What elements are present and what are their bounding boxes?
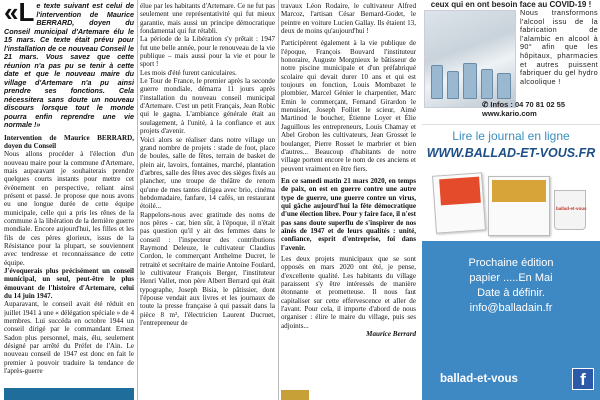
ad-top-title: ceux qui en ont besoin face au COVID-19 !	[430, 0, 592, 9]
bottom-ad-strip	[281, 390, 416, 400]
ad-contact	[482, 100, 565, 118]
column-divider	[137, 0, 138, 400]
ad-description: Nous transformons l'alcool issu de la fabrication de l'alambic en alcool à 90° afin que les hôpitaux, pharmacies et autres puissent fabriquer du gel hydro alcoolique !	[520, 8, 598, 86]
panel-line: Prochaine édition	[468, 257, 554, 269]
paragraph: Les mois d'été furent caniculaires.	[140, 68, 237, 77]
paragraph-bold: En ce samedi matin 21 mars 2020, en temps de paix, on est en guerre contre une autre type de guerre, une guerre contre un virus, qui gâche aujourd'hui la fête démocratique d'une élection libre. Pour y faire face, il n'est pas sans doute superflu de s'inspirer de nos aînés de 1947 et de leurs qualités : unité, confiance, esprit d'entreprise, foi dans l'avenir.	[281, 176, 416, 252]
signature: Maurice Berrard	[366, 330, 416, 339]
mug-label: ballad-et-vous	[556, 206, 587, 211]
article-column-1	[4, 2, 134, 400]
bottle-icon	[463, 63, 477, 99]
brand-name: ballad-et-vous	[440, 373, 518, 385]
paragraph: Nous allons procéder à l'élection d'un nouveau maire pour la commune d'Artemare, mais auparavant je souhaiterais prendre quelques courts instants pour mettre cet événement en perspective, reliant ainsi présent et passé. Je propose que nous avons eu une longue durée de cette équipe municipale, celle qui a pris les rênes de la commune à la libération de la dernière guerre mondiale. Encore aujourd'hui, les filles et les fils de ces pères glorieux, issus de la Résistance pour la plupart, se souviennent avec tendresse et reconnaissance de cette équipe.	[4, 150, 134, 267]
ad-website[interactable]: www.kario.com	[482, 109, 537, 118]
drop-cap: «L	[4, 2, 35, 27]
bottle-icon	[481, 69, 493, 99]
panel-line: Date à définir.	[477, 287, 545, 299]
paragraph: Voici alors se réaliser dans notre village un grand nombre de projets : stade de foot, place de boules, salle de fêtes, terrain de basket de plein air, lavoirs, fontaines, marché, plantation d'arbres, salle des fêtes avec des sièges fixés au plancher, une troupe de théâtre de renom qu'une de mes tantes dirigea avec brio, cinéma hebdomadaire, fanfare, 14 cafés, un restaurant étoilé...	[140, 135, 275, 211]
facebook-icon[interactable]: f	[572, 368, 594, 390]
paragraph: Auparavant, le conseil avait été réduit en juillet 1941 à une « délégation spéciale » de 4 membres. Lui succéda en octobre 1944 un conseil dirigé par le commandant Ernest Sadon plus personnel, mais, élu, seulement désigné par arrêté du Préfet de l'Ain. Le nouveau conseil de 1947 est donc en fait le premier à pouvoir traduire la tendance de l'après-guerre	[4, 300, 134, 376]
divider	[422, 124, 600, 125]
website-link[interactable]: WWW.BALLAD-ET-VOUS.FR	[426, 146, 596, 160]
bottle-icon	[447, 71, 459, 99]
bottle-icon	[431, 65, 443, 99]
paragraph: Rappelons-nous avec gratitude des noms de nos pères - car, bien sûr, à l'époque, il n'était pas question qu'il y ait des femmes dans le conseil : l'inspecteur des contributions Raymond Deleuze, le cultivateur Claudius Cordon, le commerçant Anthelme Ducret, le retraité et secrétaire de mairie Antoine Foulard, le cultivateur François Berger, l'instituteur Henri Vallet, mon père Albert Berrard qui était typographe, Joseph Bisia, le pâtissier, dont l'épouse vendait aux livres et les journaux de toute la presse française à qui passait dans la pièce 8 m², l'électricien Laurent Ducruet, l'entrepreneur de	[140, 210, 275, 328]
read-online-label: Lire le journal en ligne	[452, 129, 570, 143]
paragraph: Le Tour de France, le premier après la seconde guerre mondiale, démarra 11 jours après l'installation du nouveau conseil municipal d'Artemare. C'est un petit Français, Jean Robic qui le gagna. L'ambiance générale était au soulagement, à l'unité, à la confiance et aux projets d'avenir.	[140, 77, 275, 136]
bottle-icon	[497, 73, 511, 99]
next-edition-panel	[422, 241, 600, 400]
paragraph: Les deux projets municipaux que se sont opposés en mars 2020 ont été, je pense, d'excellente qualité. Les habitants du village paraissent s'y être intéressés de manière étonnante et prometteuse. Il nous faut capitaliser sur cette effervescence et aller de l'avant. Pour cela, il importe d'abord de nous organiser : élire le maire du village, puis ses adjoints...	[281, 254, 416, 330]
bottom-color-bar	[4, 388, 134, 400]
article-column-2	[140, 2, 275, 400]
bottles-photo	[424, 10, 516, 108]
panel-line: papier .....En Mai	[469, 272, 553, 284]
article-heading: Intervention de Maurice BERRARD, doyen du Conseil	[4, 133, 134, 150]
magazine-mockup-image	[430, 168, 594, 238]
paragraph-bold: J'évoquerais plus précisément un conseil municipal, un seul, peut-être le plus émouvant de l'histoire d'Artemare, celui du 14 juin 1947.	[4, 267, 134, 301]
ad-phone: ✆ Infos : 04 70 81 02 55	[482, 100, 565, 109]
column-divider	[278, 0, 279, 400]
paragraph: La période de la Libération s'y prêtait : 1947 fut une belle année, pour le renouveau de la vie publique – mais aussi pour la vie et pour le sport !	[140, 35, 275, 69]
paragraph: Participèrent également à la vie publique de l'époque, François Bouvard l'instituteur honoraire, Auguste Morgnieux le bâtisseur de notre piscine municipale et d'un préfabriqué scolaire qui devait durer 10 ans et qui est toujours en fonction, Louis Mombazet le plombier, Marcel Génier le charpentier, Marc Emin le commerçant, Fernand Girardon le menuisier, Joseph Folliet le scieur, Aimé Martinod le boucher, Étienne Loyer et Élie Jaguillous les entrepreneurs, Louis Chamay et Abel Grobon les cultivateurs, Jean Grosset le boulanger, Pierre Rosset le marbrier et bien d'autres... Beaucoup d'habitants de notre village portent encore le nom de ces anciens et peuvent vraiment en être fiers.	[281, 39, 416, 173]
paragraph: élue par les habitants d'Artemare. Ce ne fut pas seulement une représentativité qui fut mieux garantie, mais aussi un principe démocratique fondamental qui fut rétabli.	[140, 2, 275, 36]
article-column-3	[281, 2, 416, 400]
email-link[interactable]: info@balladain.fr	[469, 302, 553, 314]
ad-column	[422, 0, 600, 400]
article-intro: «Le texte suivant est celui de l'intervention de Maurice BERRARD, doyen du Conseil municipal d'Artemare élu le 15 mars. Ce texte était prévu pour l'installation de ce nouveau Conseil le 21 mars. Vous savez que cette réunion n'a pas pu se tenir à cette date et que le nouveau maire du village d'Artemare n'a pu ainsi prendre ses fonctions. Cela nécessitera sans doute un nouveau discours lorsque tout le monde pourra enfin reprendre une vie normale !»	[4, 2, 134, 129]
paragraph: travaux Léon Rodaire, le cultivateur Alfred Marcoz, l'artisan César Bernard-Godet, le peintre en voiture Lucien Gallay. Ils étaient 13, deux de moins qu'aujourd'hui !	[281, 2, 416, 36]
